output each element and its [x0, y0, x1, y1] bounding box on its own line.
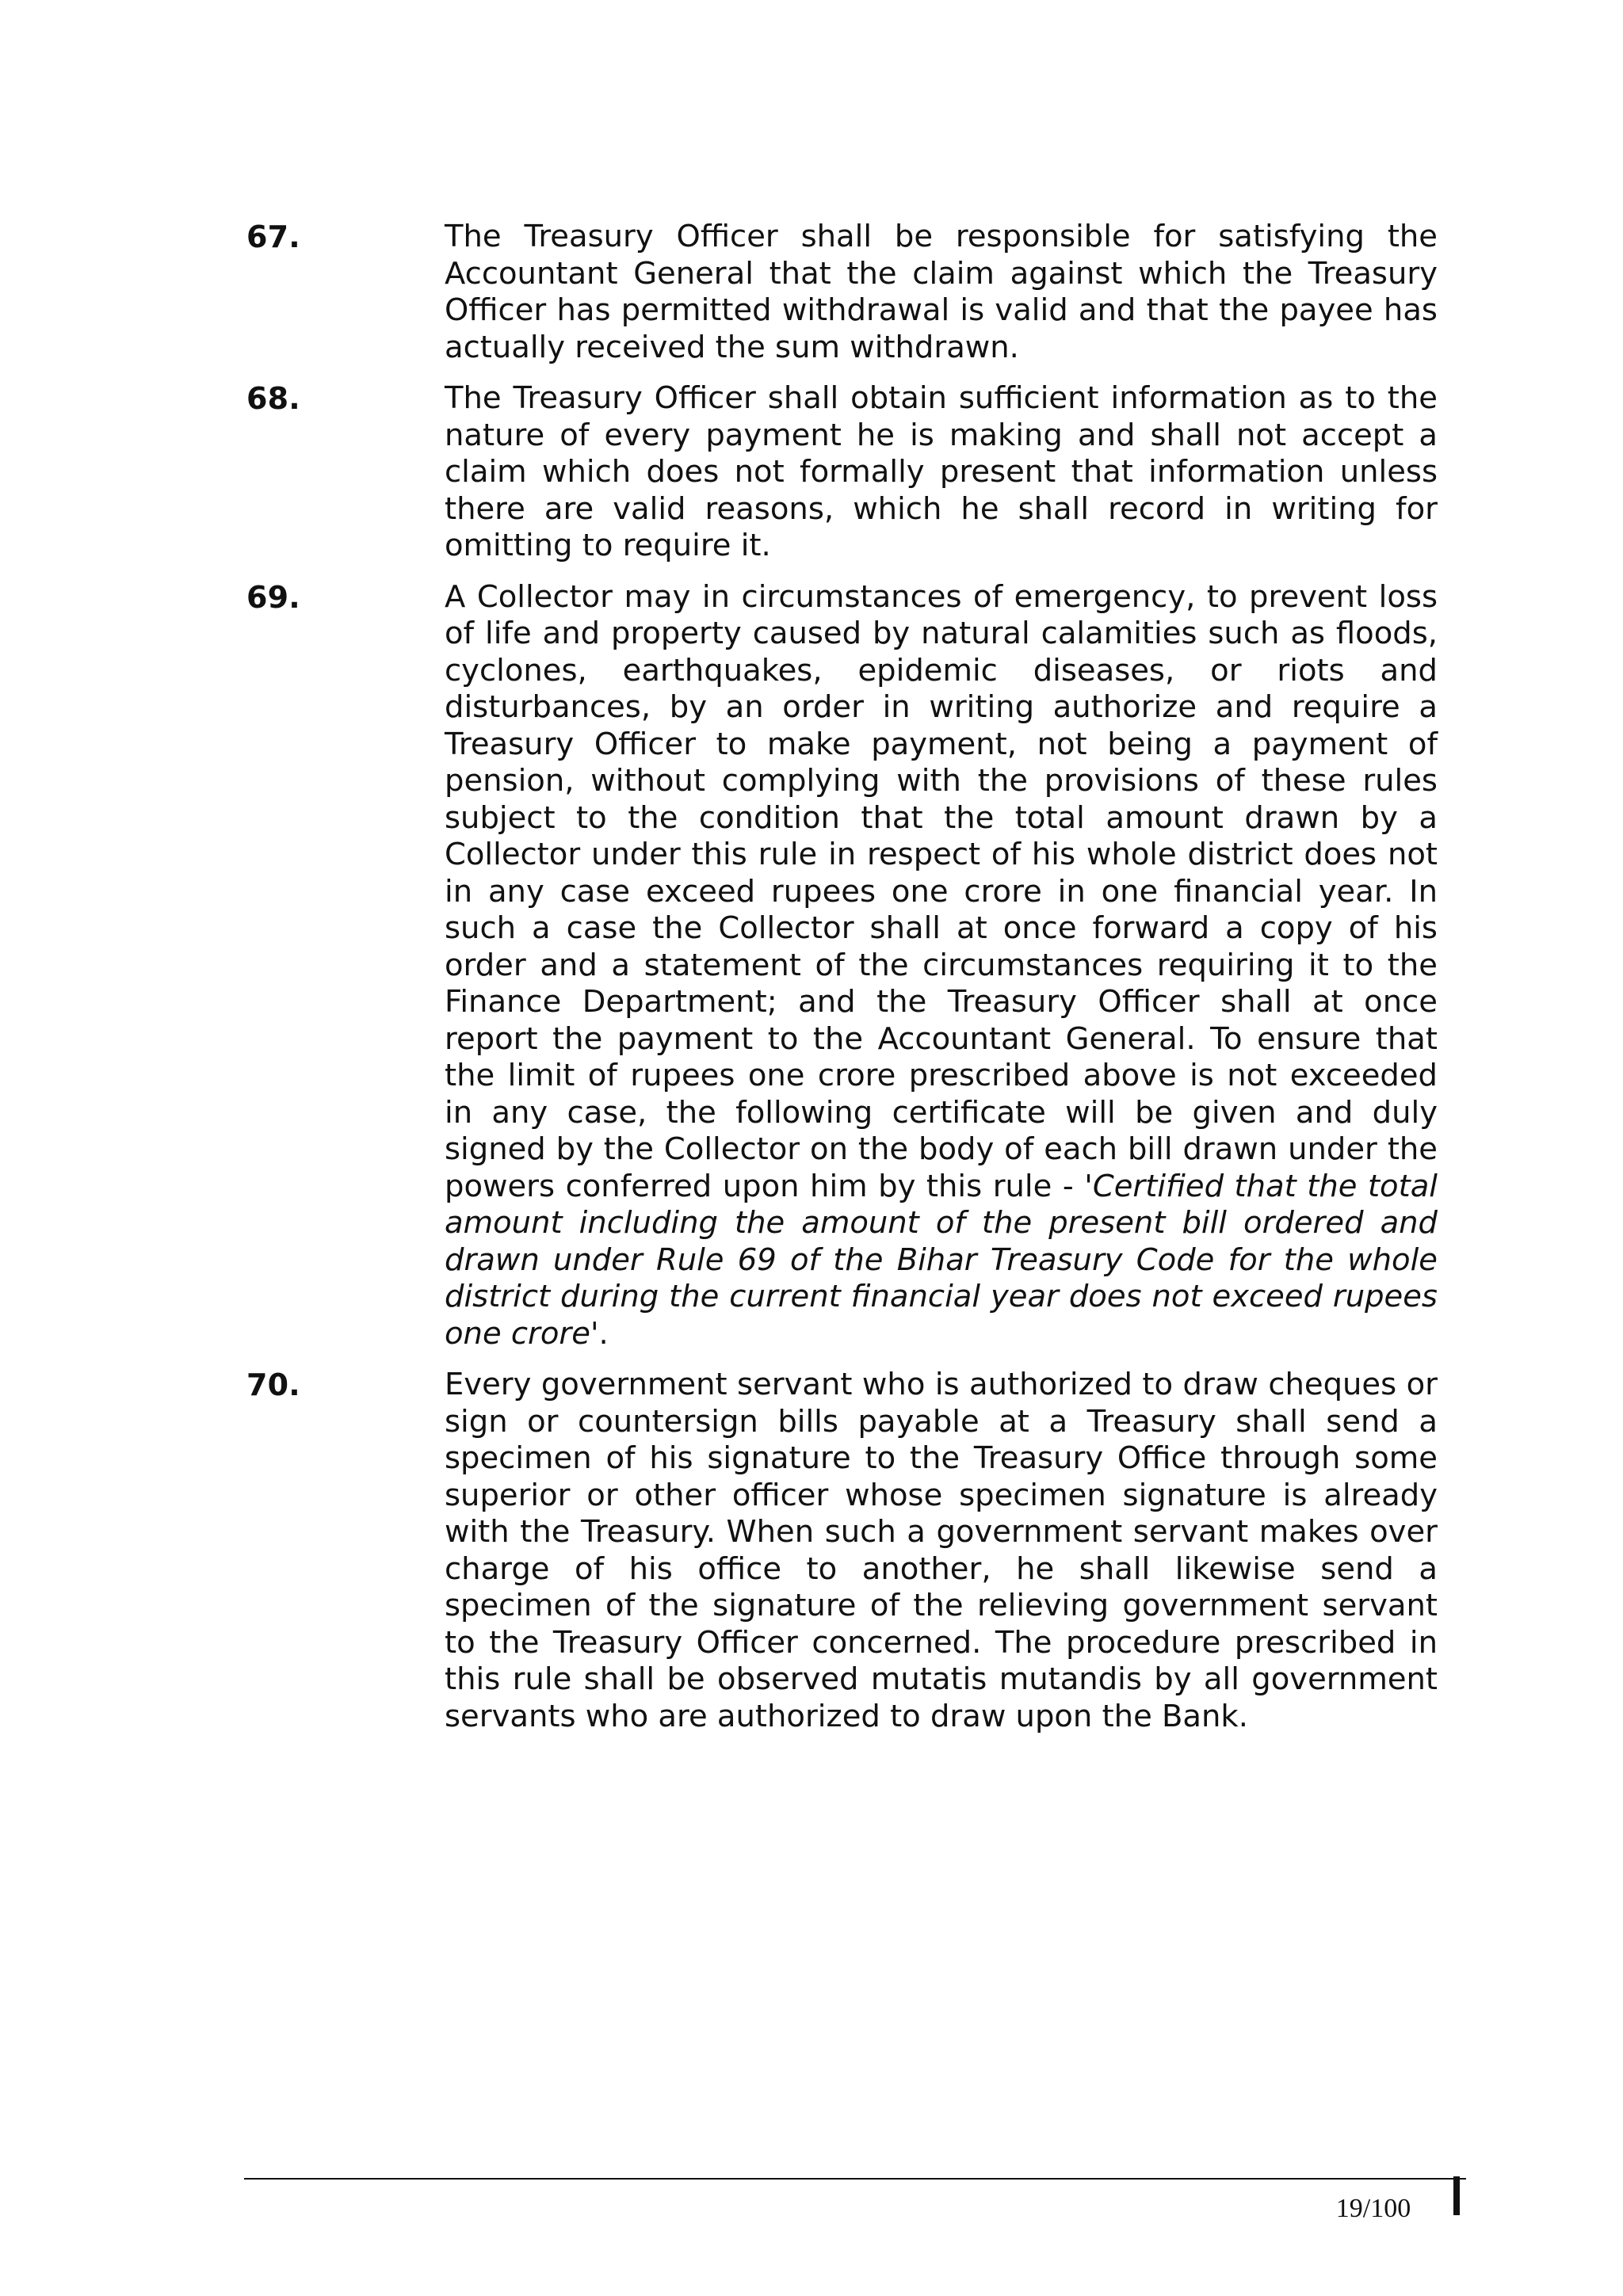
rule-70	[246, 1367, 1438, 1735]
footer-divider	[244, 2178, 1466, 2180]
rule-text: The Treasury Officer shall be responsible for satisfying the Accountant General that the claim against which the Treasury Officer has permitted withdrawal is valid and that the payee has actually received the sum withdrawn.	[445, 219, 1438, 365]
rule-number: 70.	[246, 1367, 300, 1402]
certificate-text: 'Certified that the total amount including the amount of the present bill ordered and drawn under Rule 69 of the Bihar Treasury Code for the whole district during the current financial year does not exceed rupees one crore'	[445, 1168, 1438, 1352]
rule-67	[246, 219, 1438, 366]
rule-text-end: .	[598, 1315, 609, 1352]
page-number: 19/100	[1335, 2194, 1411, 2223]
footer-page-marker	[1453, 2176, 1460, 2215]
rule-number: 68.	[246, 381, 300, 416]
rule-number: 69.	[246, 579, 300, 615]
rule-text: Every government servant who is authorized to draw cheques or sign or countersign bills payable at a Treasury shall send a specimen of his signature to the Treasury Office through some superior or other officer whose specimen signature is already with the Treasury. When such a government servant makes over charge of his office to another, he shall likewise send a specimen of the signature of the relieving government servant to the Treasury Officer concerned. The procedure prescribed in this rule shall be observed mutatis mutandis by all government servants who are authorized to draw upon the Bank.	[445, 1367, 1438, 1734]
rule-number: 67.	[246, 219, 300, 254]
rule-text-main: A Collector may in circumstances of emergency, to prevent loss of life and property caused by natural calamities such as floods, cyclones, earthquakes, epidemic diseases, or riots and disturbances, by an order in writing authorize and require a Treasury Officer to make payment, not being a payment of pension, without complying with the provisions of these rules subject to the condition that the total amount drawn by a Collector under this rule in respect of his whole district does not in any case exceed rupees one crore in one financial year. In such a case the Collector shall at once forward a copy of his order and a statement of the circumstances requiring it to the Finance Department; and the Treasury Officer shall at once report the payment to the Accountant General. To ensure that the limit of rupees one crore prescribed above is not exceeded in any case, the following certificate will be given and duly signed by the Collector on the body of each bill drawn under the powers conferred upon him by this rule -	[445, 578, 1438, 1204]
rules-section	[246, 219, 1438, 1749]
rule-69	[246, 579, 1438, 1353]
rule-68	[246, 380, 1438, 565]
rule-text: The Treasury Officer shall obtain sufficient information as to the nature of every payment he is making and shall not accept a claim which does not formally present that information unless there are valid reasons, which he shall record in writing for omitting to require it.	[445, 380, 1438, 563]
rule-text	[445, 579, 1438, 1353]
